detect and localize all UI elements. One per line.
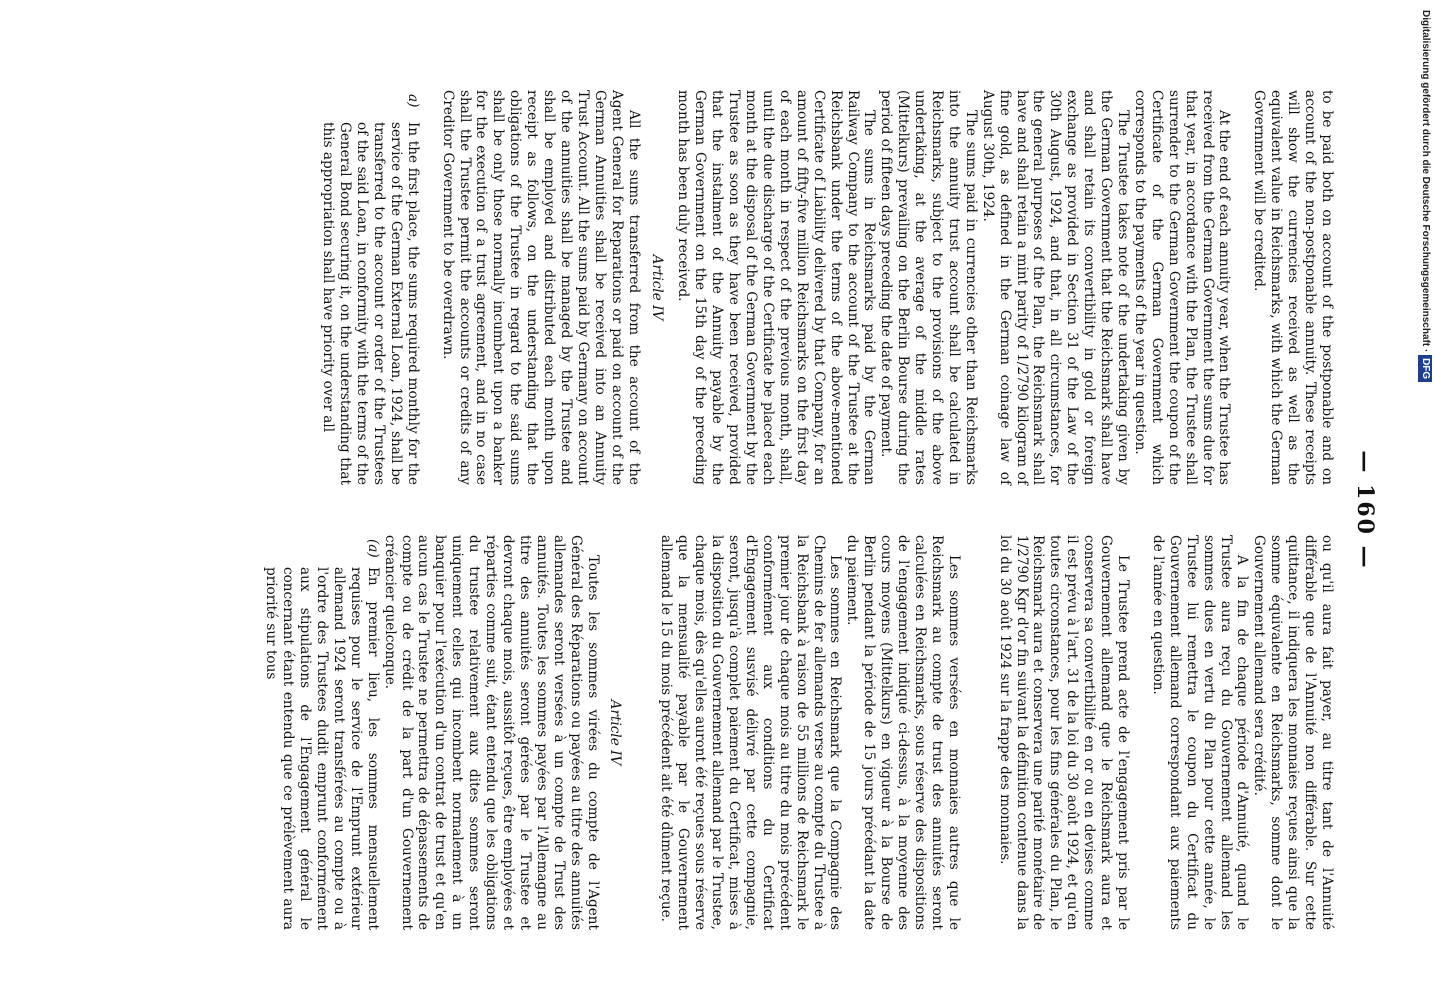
list-item-marker: a) [404,94,421,108]
credit-text: Digitalisierung gefördert durch die Deutsche Forschungsgemeinschaft · [1420,10,1431,353]
paragraph: The Trustee takes note of the undertaking given by the German Government that the Reichsmark shall have and shall retain its convertibility in gold or foreign exchange as provided in Section 31 of the Law of the 30th August, 1924, and that, in all circumstances, for the general purposes of the Plan, the Reichsmark shall have and shall retain a mint parity of 1/2790 kilogram of fine gold, as defined in the German coinage law of August 30th, 1924. [979,90,1132,485]
list-item-text: In the first place, the sums required monthly for the service of the German External Loan, 1924, shall be transferred to the account or order of the Trustees of the said Loan, in conformity with the terms of the General Bond securing it, on the understanding that this appropriation shall have priority over all [320,122,421,485]
paragraph: At the end of each annuity year, when the Trustee has received from the German Government the sums due for that year, in accordance with the Plan, the Trustee shall surrender to the German Government the coupon of the Certificate of the German Government which corresponds to the payments of the year in question. [1131,90,1233,485]
list-item [262,535,380,930]
paragraph: Toutes les sommes virées du compte de l'Agent Général des Réparations ou payées au titre des annuités allemandes seront versées à un compte de Trust des annuités. Toutes les sommes payées par l'Allemagne au titre des annuités seront gérées par le Trustee et devront chaque mois, aussitôt reçues, être employées et réparties comme suit, étant entendu que les obligations du trustee relativement aux dites sommes seront uniquement celles qui incombent normalement à un banquier pour l'exécution d'un contrat de trust et qu'en aucun cas le Trustee ne permettra de dépassements de compte ou de crédit de la part d'un Gouvernement créancier quelconque. [381,535,601,930]
english-column [319,90,1335,485]
digitization-credit [1418,10,1432,710]
document-page [95,90,1395,930]
paragraph: ou qu'il aura fait payer, au titre tant de l'Annuité différable que de l'Annuité non différable. Sur cette quittance, il indiquera les monnaies reçues ainsi que la somme équivalente en Reichsmarks, somme dont le Gouvernement allemand sera crédité. [1251,535,1335,930]
paragraph: Les sommes en Reichsmark que la Compagnie des Chemins de fer allemands verse au compte du Trustee à la Reichsbank à raison de 55 millions de Reichsmark le premier jour de chaque mois au titre du mois précédent conformément aux conditions du Certificat d'Engagement susvisé délivré par cette compagnie, seront, jusqu'à complet paiement du Certificat, mises à la disposition du Gouvernement allemand par le Trustee, chaque mois, dès qu'elles auront été reçues sous réserve que la mensualité payable par le Gouvernement allemand le 15 du mois précédent ait été dûment reçue. [658,535,844,930]
paragraph: Les sommes versées en monnaies autres que le Reichsmark au compte de trust des annuités seront calculées en Reichsmarks, sous réserve des dispositions de l'engagement indiqué ci-dessus, à la moyenne des cours moyens (Mittelkurs) en vigueur à la Bourse de Berlin pendant la période de 15 jours précédant la date du paiement. [844,535,962,930]
paragraph: Le Trustee prend acte de l'engagement pris par le Gouvernement allemand que le Reichsmark aura et conservera sa convertibilité en or ou en devises comme il est prévu à l'art. 31 de la loi du 30 août 1924, et qu'en toutes circonstances, pour les fins générales du Plan, le Reichsmark aura et conservera une parité monétaire de 1/2790 Kgr d'or fin suivant la définition contenue dans la loi du 30 août 1924 sur la frappe des monnaies. [996,535,1132,930]
article-heading: Article IV [648,254,665,321]
paragraph: to be paid both on account of the postponable and on account of the non-postponable annuity. These receipts will show the currencies received as well as the equivalent value in Reichsmarks, with which the German Government will be credited. [1251,90,1335,485]
list-item-marker: (a) [364,539,381,558]
list-item-text: En premier lieu, les sommes mensuellement requises pour le service de l'Emprunt extérieur allemand 1924 seront transférées au compte ou à l'ordre des Trustees dudit emprunt conformément aux stipulations de l'Engagement général le concernant étant entendu que ce prélèvement aura priorité sur tous [263,567,381,930]
dfg-logo: DFG [1418,355,1432,382]
french-column [262,535,1335,930]
article-heading: Article IV [607,699,624,766]
paragraph: All the sums transferred from the account of the Agent General for Reparations or paid on account of the German Annuities shall be received into an Annuity Trust Account. All the sums paid by Germany on account of the annuities shall be managed by the Trustee and shall be employed and distributed each month upon receipt as follows, on the understanding that the obligations of the Trustee in regard to the said sums shall be only those normally incumbent upon a banker for the execution of a trust agreement, and in no case shall the Trustee permit the accounts or credits of any Creditor Government to be overdrawn. [439,90,642,485]
page-number-header: — 160 — [1352,450,1378,570]
list-item [319,90,420,485]
paragraph: The sums paid in currencies other than Reichsmarks into the annuity trust account shall be calculated in Reichsmarks, subject to the provisions of the above undertaking, at the average of the middle rates (Mittelkurs) prevailing on the Berlin Bourse during the period of fifteen days preceding the date of payment. [878,90,979,485]
paragraph: The sums in Reichsmarks paid by the German Railway Company to the account of the Trustee at the Reichsbank under the terms of the above-mentioned Certificate of Liability delivered by that Company, for an amount of fifty-five million Reichsmarks on the first day of each month in respect of the previous month, shall, until the due discharge of the Certificate be placed each month at the disposal of the German Government by the Trustee as soon as they have been received, provided that the instalment of the Annuity payable by the German Government on the 15th day of the preceding month has been duly received. [675,90,878,485]
paragraph: A la fin de chaque période d'Annuité, quand le Trustee aura reçu du Gouvernement allemand les sommes dues en vertu du Plan pour cette année, le Trustee lui remettra le coupon du Certificat du Gouvernement allemand correspondant aux paiements de l'année en question. [1149,535,1251,930]
